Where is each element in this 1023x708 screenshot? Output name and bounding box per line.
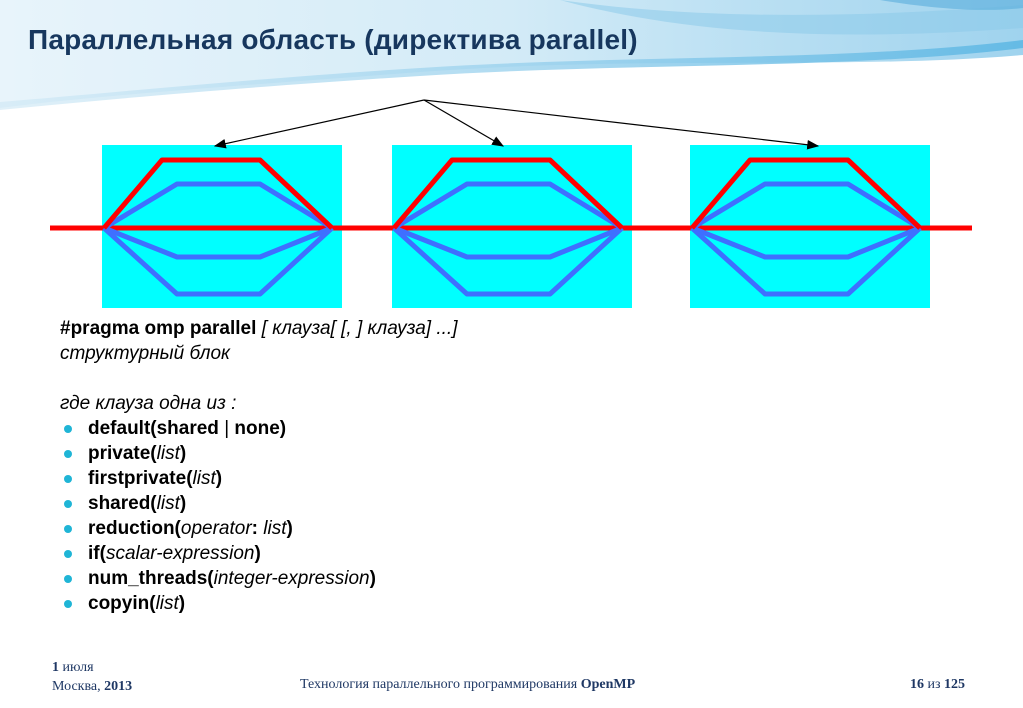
clause-argument: operator	[180, 518, 252, 539]
slide-title: Параллельная область (директива parallel)	[28, 24, 638, 55]
footer-course-brand: OpenMP	[580, 677, 636, 692]
bullet-icon	[64, 500, 72, 508]
list-item	[60, 566, 960, 591]
footer-month: июля	[59, 660, 94, 675]
footer-page-number	[910, 677, 965, 693]
footer-course	[300, 677, 635, 693]
clause-argument: integer-expression	[213, 568, 370, 589]
pointer-arrow	[424, 100, 503, 146]
pragma-text: #pragma omp parallel	[60, 318, 257, 339]
pointer-arrow	[215, 100, 424, 146]
bullet-icon	[64, 550, 72, 558]
footer-date-line	[52, 658, 132, 677]
bullet-icon	[64, 600, 72, 608]
clause-close: )	[179, 493, 187, 514]
footer-city: Москва,	[52, 679, 105, 694]
where-clause-text: где клауза одна из :	[60, 393, 237, 414]
clause-argument: scalar-expression	[105, 543, 255, 564]
footer-year: 2013	[104, 679, 133, 694]
clause-separator: :	[251, 518, 264, 539]
clause-keyword: copyin(	[88, 593, 156, 614]
clause-close: )	[286, 518, 293, 539]
clause-separator: |	[218, 418, 235, 439]
page-total: 125	[944, 677, 966, 692]
bullet-icon	[64, 475, 72, 483]
directive-syntax	[60, 316, 960, 616]
clause-keyword: private(	[88, 443, 157, 464]
clause-keyword: none)	[234, 418, 287, 439]
clause-keyword: if(	[88, 543, 106, 564]
list-item	[60, 441, 960, 466]
clause-close: )	[178, 593, 186, 614]
footer-day: 1	[52, 660, 59, 675]
structured-block-text: структурный блок	[60, 343, 231, 364]
clause-close: )	[215, 468, 223, 489]
parallel-region-diagram	[0, 90, 1023, 320]
page-current: 16	[910, 677, 924, 692]
list-item	[60, 541, 960, 566]
list-item	[60, 591, 960, 616]
list-item	[60, 466, 960, 491]
clause-close: )	[179, 443, 187, 464]
clause-argument: list	[263, 518, 287, 539]
list-item	[60, 491, 960, 516]
clause-keyword: num_threads(	[88, 568, 214, 589]
bullet-icon	[64, 525, 72, 533]
bullet-icon	[64, 425, 72, 433]
bullet-icon	[64, 450, 72, 458]
clause-argument: list	[156, 443, 180, 464]
clauses-syntax-text: [ клауза[ [, ] клауза] ...]	[256, 318, 458, 339]
clause-argument: list	[156, 493, 180, 514]
clause-keyword: reduction(	[88, 518, 181, 539]
syntax-line	[60, 316, 960, 341]
clause-keyword: default(shared	[88, 418, 219, 439]
footer-date	[52, 658, 132, 696]
footer-place-line	[52, 677, 132, 696]
list-item	[60, 516, 960, 541]
clause-argument: list	[155, 593, 179, 614]
clause-close: )	[254, 543, 261, 564]
spacer	[60, 366, 960, 391]
clause-keyword: firstprivate(	[88, 468, 193, 489]
page-separator: из	[924, 677, 945, 692]
list-item	[60, 416, 960, 441]
bullet-icon	[64, 575, 72, 583]
clause-argument: list	[192, 468, 216, 489]
footer-course-title: Технология параллельного программирования	[300, 677, 581, 692]
pointer-arrow	[424, 100, 818, 146]
clause-list	[60, 416, 960, 616]
clause-close: )	[369, 568, 376, 589]
clause-keyword: shared(	[88, 493, 157, 514]
